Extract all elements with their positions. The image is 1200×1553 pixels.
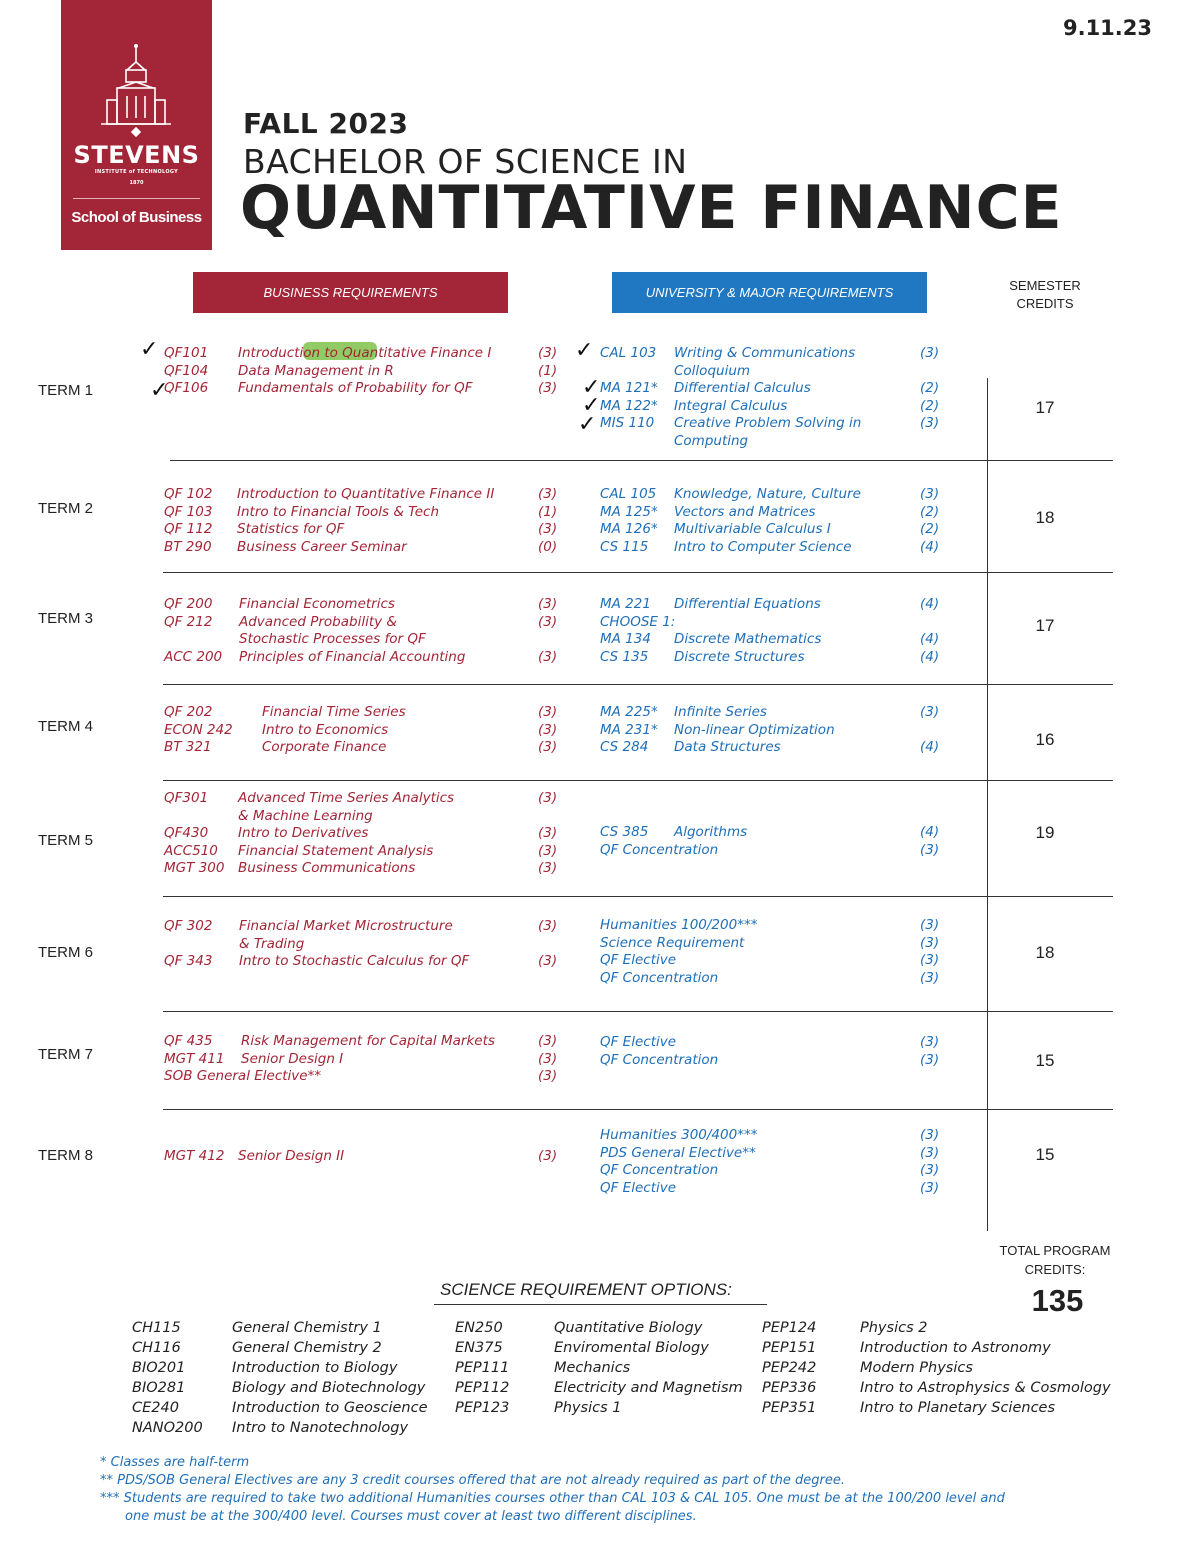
course-code: MGT 412 [164,1148,225,1164]
course-title: Principles of Financial Accounting [239,648,466,665]
course-title: Algorithms [674,824,748,840]
course-title: Senior Design II [238,1148,345,1164]
course-code: QF Concentration [600,969,719,986]
course-title: Intro to Computer Science [674,538,852,555]
course-code: PDS General Elective** [600,1144,756,1161]
term-divider [163,1109,1113,1110]
course-credits: (2) [920,521,940,538]
course-code: MA 134 [600,631,651,648]
course-credits: (3) [538,739,558,756]
course-credits: (3) [538,648,558,665]
course-credits: (4) [920,648,940,665]
course-code: QF 202 [164,704,213,720]
term-credits: 17 [1035,616,1055,635]
course-credits: (4) [920,739,940,756]
science-course-title: General Chemistry 1 [232,1320,382,1336]
course-credits: (3) [920,1162,940,1179]
term-divider [163,572,1113,573]
course-code: MA 231* [600,721,658,738]
course-credits: (3) [538,825,558,842]
checkmark-icon: ✓ [140,337,159,362]
title-term: FALL 2023 [243,107,409,140]
course-title: Business Career Seminar [237,538,407,555]
course-code: ACC510 [164,842,218,859]
course-credits: (3) [920,1179,940,1196]
course-credits: (3) [538,918,558,934]
total-credits-label-line2: CREDITS: [1024,1262,1086,1277]
science-course-title: Quantitative Biology [554,1320,703,1336]
science-course-title: Enviromental Biology [554,1340,709,1356]
science-course-title: Electricity and Magnetism [554,1380,743,1396]
course-code: CAL 103 [600,345,657,361]
course-credits: (3) [538,345,558,361]
course-title: Financial Statement Analysis [238,842,434,859]
course-code: Humanities 100/200*** [600,917,758,933]
course-code: QF Elective [600,1179,677,1196]
term-credits: 15 [1035,1051,1055,1070]
footnote-humanities-cont: one must be at the 300/400 level. Courses must cover at least two different disciplines. [125,1509,697,1524]
term-credits: 18 [1035,943,1055,962]
science-course-title: Biology and Biotechnology [232,1380,426,1396]
semester-credits-header-line1: SEMESTER [1009,278,1081,293]
course-title: Intro to Economics [262,721,389,738]
course-code: CAL 105 [600,486,657,502]
course-title: Intro to Derivatives [238,825,369,842]
course-credits: (3) [538,1033,558,1049]
course-credits: (3) [538,521,558,538]
logo-school-name: School of Business [71,209,202,226]
course-title: Financial Market Microstructure [239,918,453,934]
course-title: Non-linear Optimization [674,721,835,738]
course-code: QF 212 [164,613,213,630]
course-code: BT 321 [164,739,212,756]
course-title: Creative Problem Solving in [674,415,862,432]
course-credits: (4) [920,538,940,555]
course-credits: (3) [538,1148,558,1164]
science-course-code: CE240 [132,1400,179,1416]
course-code: MA 221 [600,596,651,612]
course-title: Corporate Finance [262,739,387,756]
course-credits: (3) [920,415,940,432]
course-credits: (1) [538,362,558,379]
course-code: QF Elective [600,952,677,969]
semester-credits-header [985,277,1105,313]
course-credits: (4) [920,596,940,612]
course-credits: (3) [538,842,558,859]
term-label: TERM 2 [38,500,94,517]
term-label: TERM 5 [38,832,94,849]
course-code: QF 302 [164,918,213,934]
title-major: QUANTITATIVE FINANCE [240,173,1063,243]
term-credits: 19 [1035,823,1055,842]
science-course-title: Introduction to Geoscience [232,1400,428,1416]
course-code: QF Concentration [600,1051,719,1068]
course-credits: (3) [920,969,940,986]
logo-year: 1870 [129,180,144,186]
course-code: QF 112 [164,521,213,538]
course-credits: (3) [538,1068,558,1085]
footnote-humanities: *** Students are required to take two additional Humanities courses other than CAL 103 & CAL 105. One must be at the 100/200 level and [100,1491,1005,1506]
term-credits: 15 [1035,1145,1055,1164]
science-course-code: PEP112 [455,1380,510,1396]
course-code: CS 115 [600,538,649,555]
course-title: Financial Econometrics [239,596,395,612]
course-code: QF104 [164,362,209,379]
science-course-title: Physics 1 [554,1400,622,1416]
checkmark-icon: ✓ [578,412,597,437]
term-divider [163,1011,1113,1012]
course-title: Vectors and Matrices [674,503,816,520]
course-credits: (3) [920,1051,940,1068]
term-divider [163,684,1113,685]
course-credits: (2) [920,397,940,414]
course-title: Data Structures [674,739,781,756]
course-code: MGT 300 [164,860,225,877]
course-credits: (3) [538,704,558,720]
term-label: TERM 4 [38,718,94,735]
course-credits: (3) [920,345,940,361]
term-credits: 16 [1035,730,1055,749]
course-title: Writing & Communications [674,345,856,361]
term-label: TERM 6 [38,944,94,961]
term-label: TERM 7 [38,1046,94,1063]
science-course-code: PEP336 [762,1380,817,1396]
course-code: CS 135 [600,648,649,665]
course-code: MA 225* [600,704,658,720]
science-course-title: Intro to Nanotechnology [232,1420,409,1436]
course-code: Science Requirement [600,934,745,951]
course-credits: (3) [920,704,940,720]
course-code: MA 121* [600,380,658,397]
course-credits: (3) [538,380,558,397]
course-credits: (3) [538,596,558,612]
course-title: Differential Equations [674,596,821,612]
science-course-title: Intro to Astrophysics & Cosmology [860,1380,1111,1396]
course-title: Introduction to Quantitative Finance II [237,486,495,502]
science-course-code: BIO281 [132,1380,186,1396]
course-code: QF430 [164,825,209,842]
checkmark-icon: ✓ [582,375,601,400]
course-code: QF 343 [164,953,213,970]
science-course-code: PEP123 [455,1400,510,1416]
course-credits: (3) [920,952,940,969]
course-code: BT 290 [164,538,212,555]
checkmark-icon: ✓ [575,338,594,363]
science-course-code: CH116 [132,1340,181,1356]
course-code: ACC 200 [164,648,223,665]
course-title: Knowledge, Nature, Culture [674,486,861,502]
course-title: Integral Calculus [674,397,788,414]
stevens-tower-icon [61,0,212,140]
term-label: TERM 1 [38,382,94,399]
science-course-code: PEP111 [455,1360,510,1376]
course-title: Introduction to Quantitative Finance I [238,345,492,361]
course-title: & Trading [239,935,305,952]
course-credits: (4) [920,824,940,840]
course-title: Fundamentals of Probability for QF [238,380,473,397]
university-requirements-header: UNIVERSITY & MAJOR REQUIREMENTS [612,272,927,313]
science-course-title: Introduction to Astronomy [860,1340,1051,1356]
science-course-title: Physics 2 [860,1320,928,1336]
term-divider [163,780,1113,781]
course-code: QF101 [164,345,209,361]
science-course-code: BIO201 [132,1360,186,1376]
logo-wordmark: STEVENS [73,141,200,169]
course-title: Stochastic Processes for QF [239,631,426,648]
course-title: & Machine Learning [238,807,373,824]
course-credits: (3) [920,486,940,502]
course-code: CS 284 [600,739,649,756]
science-course-code: PEP242 [762,1360,817,1376]
course-code: Humanities 300/400*** [600,1127,758,1143]
course-title: Senior Design I [241,1050,344,1067]
course-code: QF301 [164,790,209,806]
logo-divider [73,198,200,199]
science-course-title: Intro to Planetary Sciences [860,1400,1056,1416]
course-title: Computing [674,433,749,449]
logo-institute: INSTITUTE of TECHNOLOGY [94,169,179,175]
term-credits: 17 [1035,398,1055,417]
course-title: Intro to Financial Tools & Tech [237,503,440,520]
course-title: Infinite Series [674,704,767,720]
science-course-title: Modern Physics [860,1360,973,1376]
science-course-title: Mechanics [554,1360,631,1376]
semester-credits-header-line2: CREDITS [1016,296,1074,311]
course-code: QF106 [164,380,209,397]
course-credits: (3) [920,934,940,951]
course-title: Discrete Mathematics [674,631,822,648]
course-credits: (3) [538,790,558,806]
course-credits: (3) [920,841,940,858]
course-credits: (3) [920,1034,940,1050]
course-title: Statistics for QF [237,521,345,538]
course-credits: (3) [920,1144,940,1161]
science-options-underline [434,1304,767,1305]
course-code: MA 125* [600,503,658,520]
science-course-code: PEP351 [762,1400,817,1416]
course-code: QF Concentration [600,841,719,858]
course-code: MA 126* [600,521,658,538]
credits-column-divider [987,378,988,1231]
course-credits: (0) [538,538,558,555]
course-credits: (3) [538,1050,558,1067]
course-code: QF 435 [164,1033,213,1049]
total-credits-label-line1: TOTAL PROGRAM [999,1243,1111,1258]
course-title: Multivariable Calculus I [674,521,831,538]
science-course-code: CH115 [132,1320,181,1336]
course-title: Discrete Structures [674,648,805,665]
course-credits: (2) [920,503,940,520]
total-credits-value: 135 [1031,1283,1084,1318]
footnote-general-electives: ** PDS/SOB General Electives are any 3 credit courses offered that are not already required as part of the degree. [100,1473,845,1488]
course-title: Data Management in R [238,362,394,379]
science-course-title: Introduction to Biology [232,1360,398,1376]
science-course-code: EN375 [455,1340,503,1356]
term-divider [163,896,1113,897]
science-course-code: EN250 [455,1320,503,1336]
course-credits: (1) [538,503,558,520]
course-credits: (3) [538,721,558,738]
course-title: Financial Time Series [262,704,406,720]
course-title: Intro to Stochastic Calculus for QF [239,953,470,970]
course-credits: (3) [920,917,940,933]
course-credits: (3) [538,613,558,630]
course-title: Differential Calculus [674,380,811,397]
term-credits: 18 [1035,508,1055,527]
course-code: QF 103 [164,503,213,520]
science-options-title: SCIENCE REQUIREMENT OPTIONS: [440,1280,732,1299]
course-title: Advanced Time Series Analytics [238,790,455,806]
term-divider [170,460,1113,461]
course-code: QF 102 [164,486,213,502]
science-course-code: PEP124 [762,1320,817,1336]
checkmark-icon: ✓ [150,378,169,403]
course-credits: (4) [920,631,940,648]
course-code: MGT 411 [164,1050,225,1067]
course-code: MIS 110 [600,415,655,432]
footnote-half-term: * Classes are half-term [100,1455,250,1470]
course-credits: (2) [920,380,940,397]
checkmark-icon: ✓ [582,393,601,418]
stevens-logo [61,0,212,250]
science-course-title: General Chemistry 2 [232,1340,382,1356]
course-credits: (3) [920,1127,940,1143]
total-credits-label [990,1241,1120,1279]
course-code: CHOOSE 1: [600,613,676,630]
term-label: TERM 3 [38,610,94,627]
course-credits: (3) [538,953,558,970]
revision-date: 9.11.23 [1062,16,1152,40]
course-title: Advanced Probability & [239,613,397,630]
course-code: QF 200 [164,596,213,612]
course-code: QF Elective [600,1034,677,1050]
course-credits: (3) [538,860,558,877]
business-requirements-header: BUSINESS REQUIREMENTS [193,272,508,313]
course-code: CS 385 [600,824,649,840]
course-title: Colloquium [674,362,751,379]
course-title: Risk Management for Capital Markets [241,1033,495,1049]
course-code: MA 122* [600,397,658,414]
course-code: QF Concentration [600,1162,719,1179]
term-label: TERM 8 [38,1147,94,1164]
science-course-code: PEP151 [762,1340,817,1356]
course-code: ECON 242 [164,721,233,738]
course-credits: (3) [538,486,558,502]
course-title: Business Communications [238,860,416,877]
title-degree: BACHELOR OF SCIENCE IN [243,142,688,181]
course-code: SOB General Elective** [164,1068,322,1085]
science-course-code: NANO200 [132,1420,203,1436]
